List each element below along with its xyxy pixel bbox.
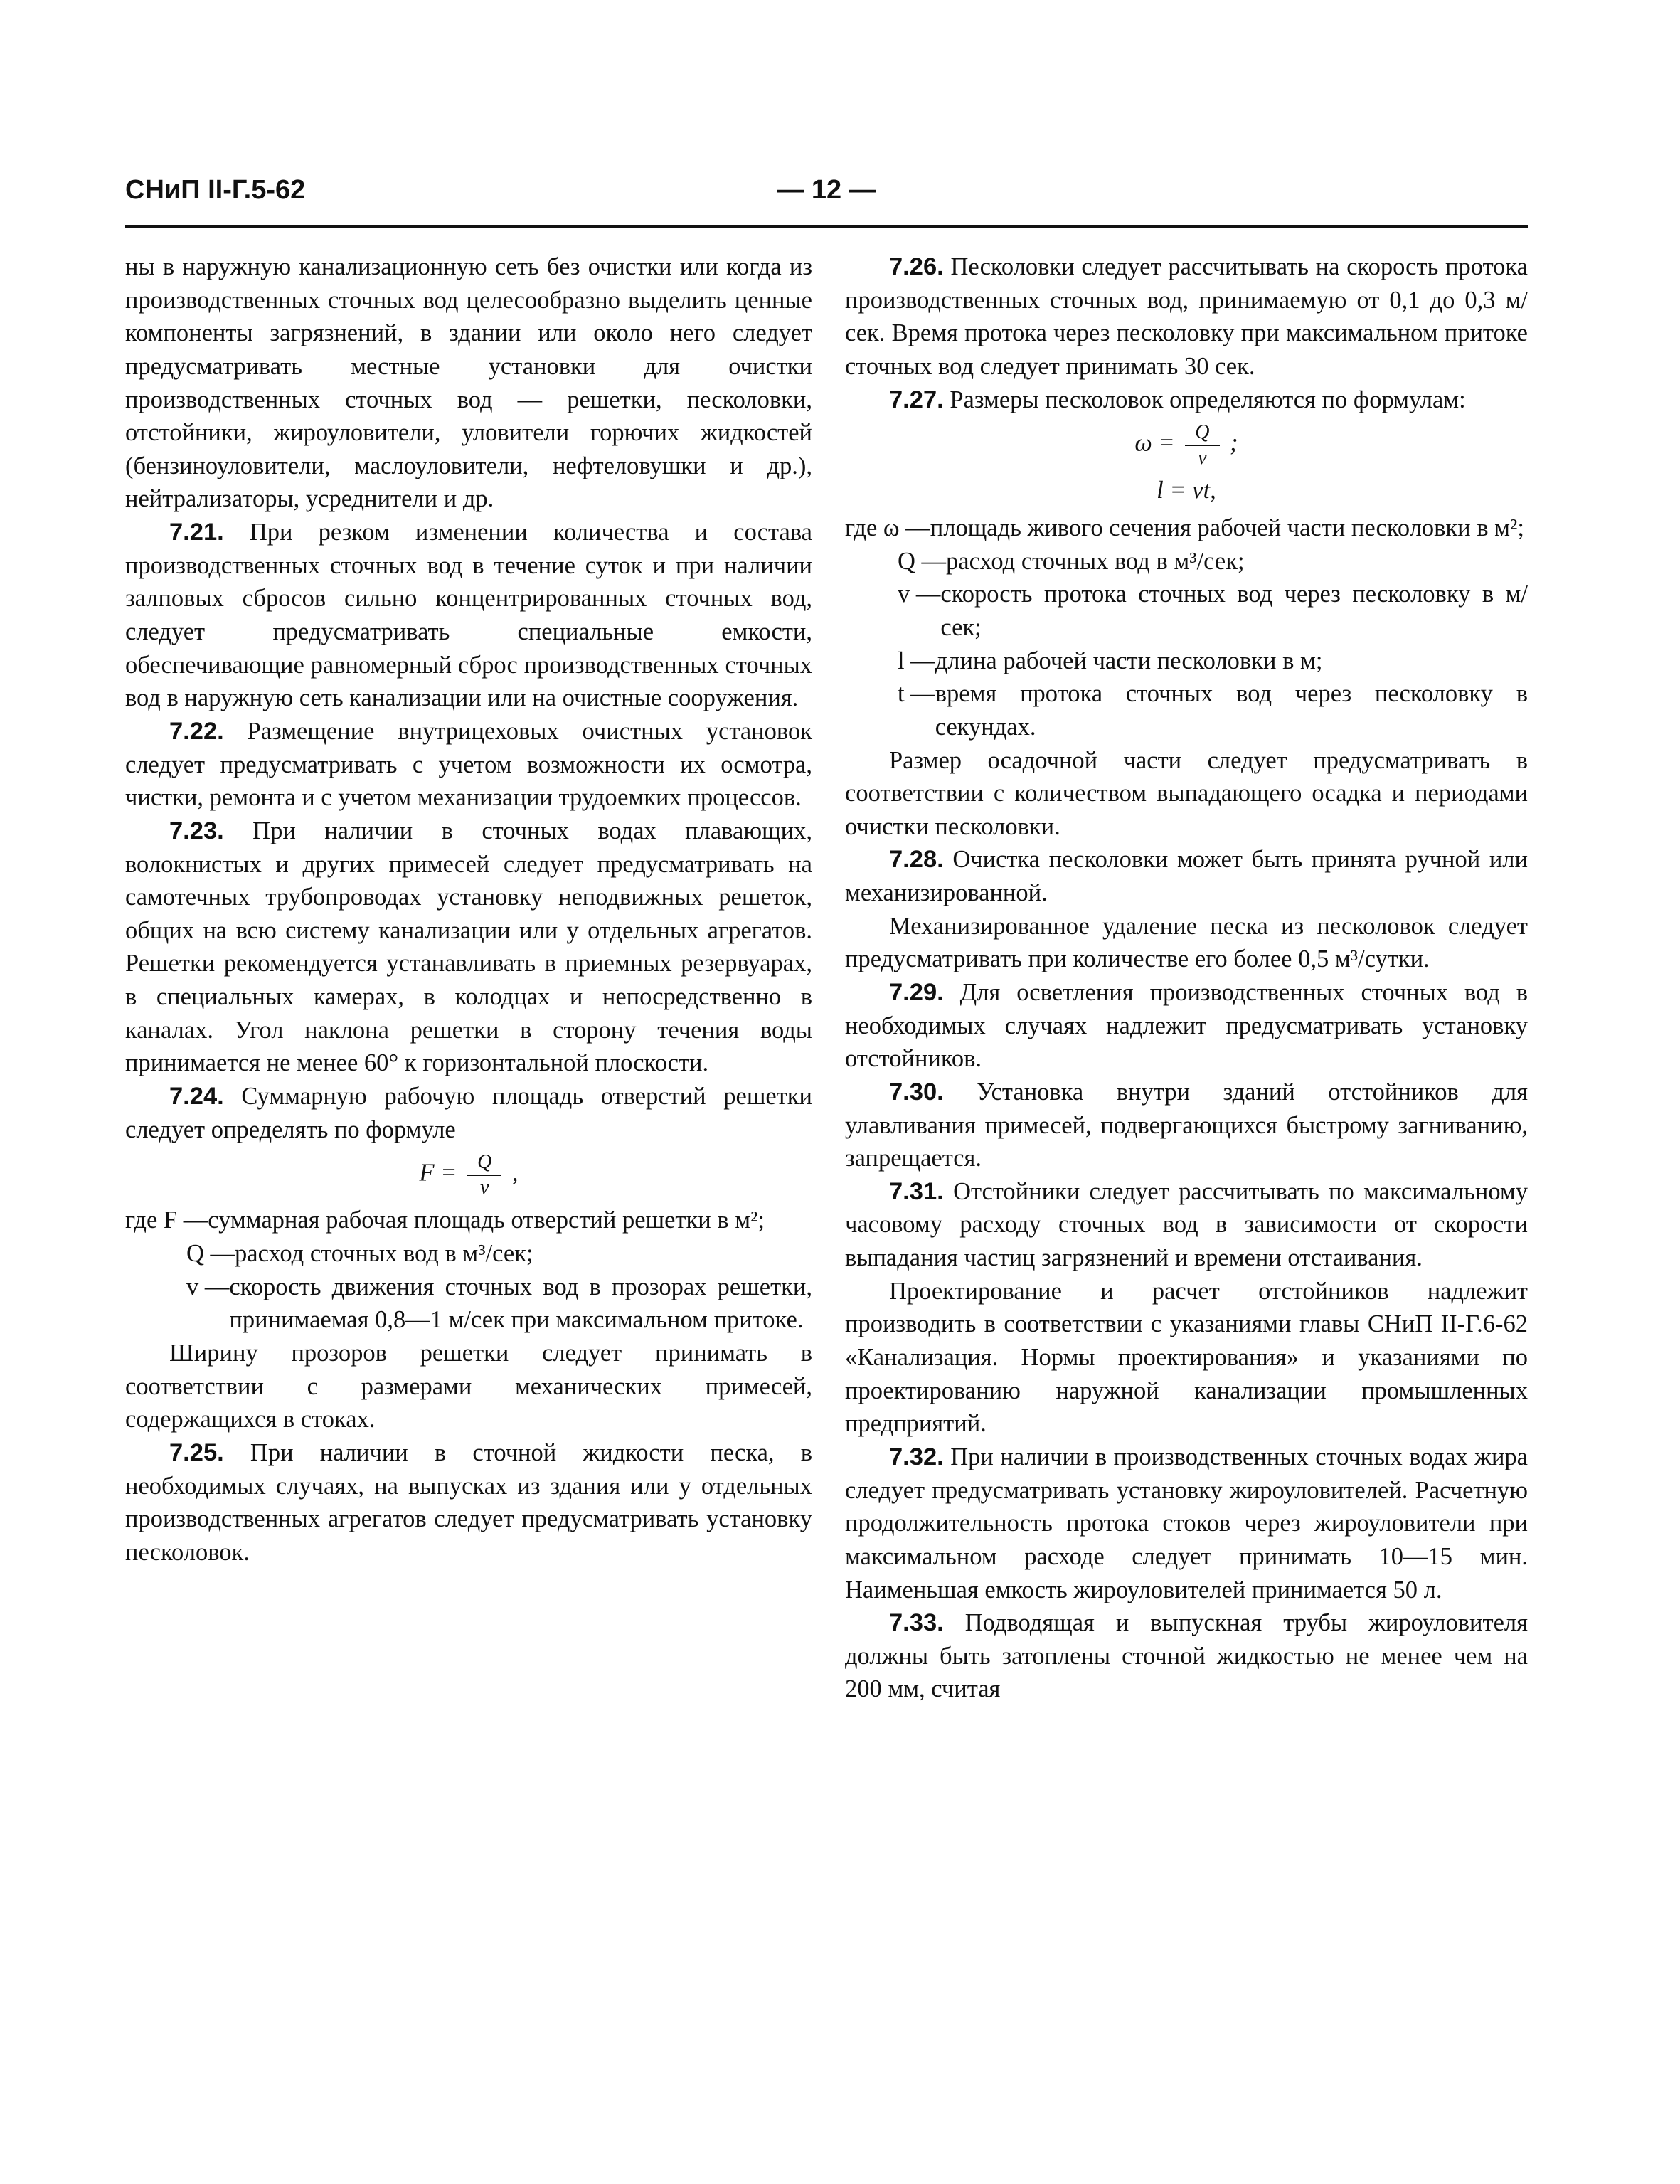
paragraph-7-26 — [845, 250, 1528, 383]
definition-symbol: Q — — [186, 1240, 235, 1268]
paragraph-7-30 — [845, 1076, 1528, 1175]
variable-definitions — [125, 1204, 812, 1337]
definition-symbol: Q — — [898, 547, 947, 575]
definition-row — [125, 1271, 812, 1337]
formula-lhs: ω = — [1134, 429, 1175, 457]
definition-symbol: t — — [898, 680, 935, 708]
paragraph-mechanized-removal: Механизированное удаление песка из песколовок следует предусматривать при количестве его более 0,5 м³/сутки. — [845, 912, 1528, 973]
paragraph-grate-width: Ширину прозоров решетки следует принимать в соответствии с размерами механических примесей, содержащихся в стоках. — [125, 1340, 812, 1433]
paragraph-7-27 — [845, 383, 1528, 417]
definition-row — [125, 1237, 812, 1271]
definition-text: скорость протока сточных вод через песколовку в м/сек; — [940, 581, 1528, 641]
paragraph-text: Подводящая и выпускная трубы жироуловителя должны быть затоплены сточной жидкостью не менее чем на 200 мм, считая — [845, 1609, 1528, 1703]
definition-row — [125, 1204, 812, 1237]
definition-row — [845, 511, 1528, 545]
definition-text: длина рабочей части песколовки в м; — [935, 647, 1323, 674]
page-number: — 12 — — [777, 175, 876, 205]
formula-section-area — [845, 420, 1528, 470]
formula-tail: ; — [1230, 429, 1238, 457]
left-column — [125, 250, 812, 1569]
definition-row — [845, 645, 1528, 678]
paragraph-7-24 — [125, 1080, 812, 1146]
paragraph-text: При наличии в сточной жидкости песка, в необходимых случаях, на выпусках из здания или у отдельных производственных агрегатов следует предусматривать установку песколовок. — [125, 1438, 812, 1566]
paragraph-text: Суммарную рабочую площадь отверстий решетки следует определять по формуле — [125, 1083, 812, 1143]
section-number: 7.30. — [889, 1078, 944, 1106]
definition-row — [845, 578, 1528, 644]
section-number: 7.24. — [169, 1083, 224, 1110]
section-number: 7.25. — [169, 1438, 224, 1466]
paragraph-7-23 — [125, 815, 812, 1080]
paragraph-text: При наличии в сточных водах плавающих, волокнистых и других примесей следует предусматривать на самотечных трубопроводах установку неподвижных решеток, общих на всю систему канализации или у отдельных агрегатов. Решетки рекомендуется устанавливать в приемных резервуарах, в специальных камерах, в колодцах и непосредственно в каналах. Угол наклона решетки в сторону течения воды принимается не менее 60° к горизонтальной плоскости. — [125, 817, 812, 1077]
paragraph-text: Установка внутри зданий отстойников для улавливания примесей, подвергающихся быстрому загниванию, запрещается. — [845, 1078, 1528, 1172]
formula-numerator: Q — [467, 1150, 501, 1176]
paragraph-7-31 — [845, 1175, 1528, 1275]
formula-fraction — [467, 1150, 501, 1199]
definition-symbol: где F — — [125, 1207, 208, 1234]
paragraph-sediment-part: Размер осадочной части следует предусматривать в соответствии с количеством выпадающего осадка и периодами очистки песколовки. — [845, 746, 1528, 840]
formula-denominator: v — [1198, 446, 1207, 469]
formula-length: l = vt, — [1157, 477, 1216, 504]
section-number: 7.33. — [889, 1609, 944, 1637]
formula-denominator: v — [479, 1176, 489, 1199]
definition-row — [845, 545, 1528, 578]
formula-lhs: F = — [419, 1159, 457, 1187]
paragraph-7-21 — [125, 516, 812, 715]
paragraph-7-25 — [125, 1436, 812, 1569]
definition-text: время протока сточных вод через песколовку в секундах. — [935, 680, 1528, 741]
paragraph-text: Очистка песколовки может быть принята ручной или механизированной. — [845, 846, 1528, 907]
definition-symbol: l — — [898, 647, 935, 674]
definition-symbol: где ω — — [845, 514, 930, 542]
section-number: 7.22. — [169, 717, 224, 745]
paragraph-text: Для осветления производственных сточных вод в необходимых случаях надлежит предусматривать установку отстойников. — [845, 979, 1528, 1073]
formula-tail: , — [511, 1159, 519, 1187]
document-code: СНиП II-Г.5-62 — [125, 175, 306, 205]
paragraph-text: При наличии в производственных сточных водах жира следует предусматривать установку жироуловителей. Расчетную продолжительность протока стоков через жироуловители при максимальном расходе следует принимать 10—15 мин. Наименьшая емкость жироуловителей принимается 50 л. — [845, 1443, 1528, 1603]
formula-fraction — [1185, 420, 1219, 470]
paragraph-7-33 — [845, 1606, 1528, 1706]
section-number: 7.28. — [889, 846, 944, 874]
definition-text: площадь живого сечения рабочей части песколовки в м²; — [930, 514, 1524, 542]
paragraph-text: Песколовки следует рассчитывать на скорость протока производственных сточных вод, принимаемую от 0,1 до 0,3 м/сек. Время протока через песколовку при максимальном притоке сточных вод следует принимать 30 сек. — [845, 253, 1528, 380]
definition-text: скорость движения сточных вод в прозорах решетки, принимаемая 0,8—1 м/сек при максимальном притоке. — [229, 1273, 812, 1334]
paragraph-text: Отстойники следует рассчитывать по максимальному часовому расходу сточных вод в зависимости от скорости выпадания частиц загрязнений и времени отстаивания. — [845, 1177, 1528, 1272]
paragraph-text: Размеры песколовок определяются по формулам: — [943, 386, 1466, 413]
definition-text: суммарная рабочая площадь отверстий решетки в м²; — [208, 1207, 765, 1234]
definition-text: расход сточных вод в м³/сек; — [235, 1240, 533, 1268]
header-rule — [125, 225, 1528, 228]
paragraph-text: Размещение внутрицеховых очистных установок следует предусматривать с учетом возможности их осмотра, чистки, ремонта и с учетом механизации трудоемких процессов. — [125, 717, 812, 812]
formula-grate-area — [125, 1150, 812, 1199]
formula-numerator: Q — [1185, 420, 1219, 446]
section-number: 7.23. — [169, 817, 224, 844]
paragraph-7-28 — [845, 843, 1528, 909]
right-column — [845, 250, 1528, 1706]
paragraph-text: При резком изменении количества и состава производственных сточных вод в течение суток и при наличии залповых сбросов сильно концентрированных сточных вод, следует предусматривать специальные емкости, обеспечивающие равномерный сброс производственных сточных вод в наружную сеть канализации или на очистные сооружения. — [125, 519, 812, 712]
section-number: 7.27. — [889, 386, 944, 413]
definition-text: расход сточных вод в м³/сек; — [946, 547, 1245, 575]
paragraph-7-32 — [845, 1441, 1528, 1606]
definition-symbol: v — — [186, 1273, 230, 1300]
section-number: 7.31. — [889, 1177, 944, 1205]
variable-definitions — [845, 511, 1528, 743]
section-number: 7.29. — [889, 979, 944, 1006]
definition-row — [845, 677, 1528, 743]
paragraph-continued: ны в наружную канализационную сеть без очистки или когда из производственных сточных вод целесообразно выделить ценные компоненты загрязнений, в здании или около него следует предусматривать местные установки для очистки производственных сточных вод — решетки, песколовки, отстойники, жироуловители, уловители горючих жидкостей (бензиноуловители, маслоуловители, нефтеловушки и др.), нейтрализаторы, усреднители и др. — [125, 253, 812, 513]
paragraph-design-reference: Проектирование и расчет отстойников надлежит производить в соответствии с указаниями главы СНиП II-Г.6-62 «Канализация. Нормы проектирования» и указаниями по проектированию наружной канализации промышленных предприятий. — [845, 1277, 1528, 1438]
section-number: 7.32. — [889, 1443, 944, 1470]
paragraph-7-29 — [845, 976, 1528, 1076]
section-number: 7.21. — [169, 519, 224, 546]
definition-symbol: v — — [898, 581, 941, 608]
paragraph-7-22 — [125, 715, 812, 815]
page-header — [125, 169, 1528, 228]
section-number: 7.26. — [889, 253, 944, 280]
